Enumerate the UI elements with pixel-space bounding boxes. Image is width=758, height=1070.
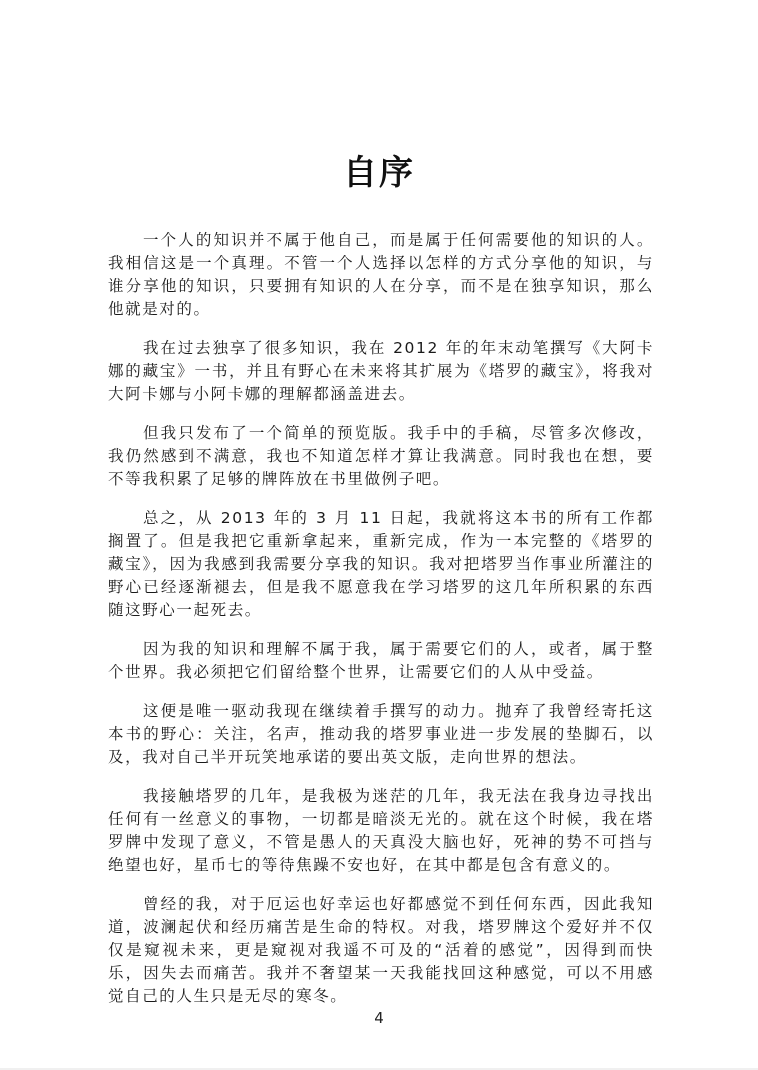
- page-number: 4: [374, 1009, 384, 1027]
- paragraph-2: 我在过去独享了很多知识，我在 2012 年的年末动笔撰写《大阿卡娜的藏宝》一书，并且有野心在未来将其扩展为《塔罗的藏宝》，将我对大阿卡娜与小阿卡娜的理解都涵盖进去。: [108, 339, 654, 403]
- paragraph-3: 但我只发布了一个简单的预览版。我手中的手稿，尽管多次修改，我仍然感到不满意，我也不知道怎样才算让我满意。同时我也在想，要不等我积累了足够的牌阵放在书里做例子吧。: [108, 424, 654, 488]
- paragraph-1: 一个人的知识并不属于他自己，而是属于任何需要他的知识的人。我相信这是一个真理。不管一个人选择以怎样的方式分享他的知识，与谁分享他的知识，只要拥有知识的人在分享，而不是在独享知识，那么他就是对的。: [108, 231, 654, 318]
- paragraph-8: 曾经的我，对于厄运也好幸运也好都感觉不到任何东西，因此我知道，波澜起伏和经历痛苦是生命的特权。对我，塔罗牌这个爱好并不仅仅是窥视未来，更是窥视对我遥不可及的“活着的感觉”，因得到而快乐，因失去而痛苦。我并不奢望某一天我能找回这种感觉，可以不用感觉自己的人生只是无尽的寒冬。: [108, 895, 654, 1005]
- page-title: 自序: [343, 152, 415, 193]
- paragraph-5: 因为我的知识和理解不属于我，属于需要它们的人，或者，属于整个世界。我必须把它们留给整个世界，让需要它们的人从中受益。: [108, 640, 654, 681]
- body-text: [108, 229, 654, 1024]
- paragraph-4: 总之，从 2013 年的 3 月 11 日起，我就将这本书的所有工作都搁置了。但是我把它重新拿起来，重新完成，作为一本完整的《塔罗的藏宝》，因为我感到我需要分享我的知识。我对把塔罗当作事业所灌注的野心已经逐渐褪去，但是我不愿意我在学习塔罗的这几年所积累的东西随这野心一起死去。: [108, 509, 654, 619]
- paragraph-7: 我接触塔罗的几年，是我极为迷茫的几年，我无法在我身边寻找出任何有一丝意义的事物，一切都是暗淡无光的。就在这个时候，我在塔罗牌中发现了意义，不管是愚人的天真没大脑也好，死神的势不可挡与绝望也好，星币七的等待焦躁不安也好，在其中都是包含有意义的。: [108, 787, 654, 874]
- paragraph-6: 这便是唯一驱动我现在继续着手撰写的动力。抛弃了我曾经寄托这本书的野心：关注，名声，推动我的塔罗事业进一步发展的垫脚石，以及，我对自己半开玩笑地承诺的要出英文版，走向世界的想法。: [108, 702, 654, 766]
